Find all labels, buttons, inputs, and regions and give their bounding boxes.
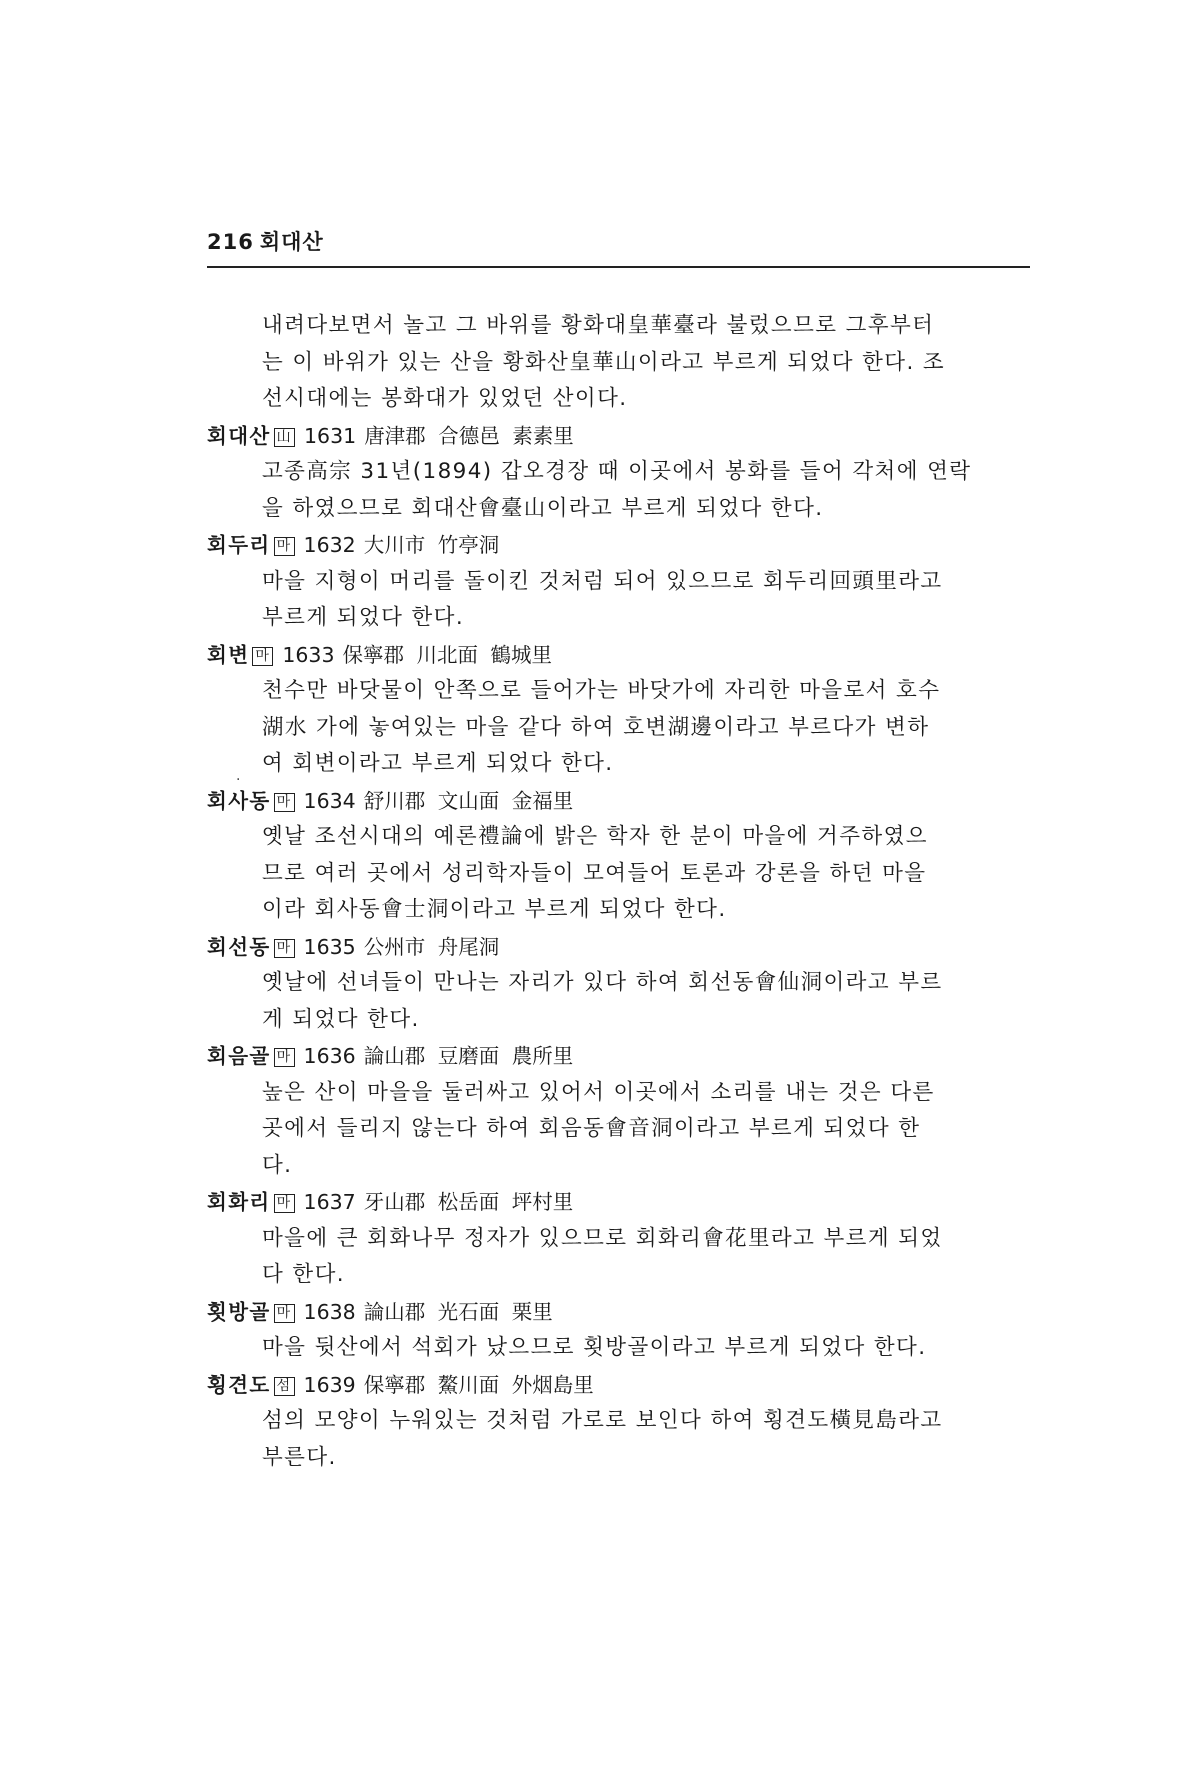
entry-name: 회변 <box>207 642 250 667</box>
running-header <box>207 226 1030 268</box>
entry-address: 保寧郡 鰲川面 外烟島里 <box>363 1372 594 1397</box>
body-text-line: 湖水 가에 놓여있는 마을 같다 하여 호변湖邊이라고 부르다가 변하 <box>262 714 930 740</box>
body-text-line: 므로 여러 곳에서 성리학자들이 모여들어 토론과 강론을 하던 마을 <box>262 860 927 886</box>
entry-heading <box>207 1038 1030 1075</box>
entry-address: 唐津郡 合德邑 素素里 <box>364 423 574 448</box>
entry-heading <box>207 418 1030 455</box>
category-tag: 마 <box>252 647 273 666</box>
entry-address: 舒川郡 文山面 金福里 <box>363 788 574 813</box>
entry-number: 1638 <box>303 1299 356 1324</box>
entry-heading <box>207 929 1030 966</box>
body-text-line: 게 되었다 한다. <box>262 1006 420 1032</box>
body-text-line: 부른다. <box>262 1444 337 1470</box>
category-tag: 섬 <box>274 1377 295 1396</box>
entry-address: 牙山郡 松岳面 坪村里 <box>363 1190 574 1214</box>
entry-number: 1637 <box>303 1190 356 1214</box>
entry-name: 횡견도 <box>207 1372 271 1397</box>
body-text-line: 내려다보면서 놀고 그 바위를 황화대皇華臺라 불렀으므로 그후부터 <box>262 313 935 338</box>
entry-name: 회사동 <box>207 788 271 813</box>
entry-address: 論山郡 豆磨面 農所里 <box>363 1044 574 1068</box>
entry-address: 保寧郡 川北面 鶴城里 <box>342 642 553 667</box>
body-text-line: 을 하였으므로 회대산會臺山이라고 부르게 되었다 한다. <box>262 495 824 521</box>
entry-heading <box>207 783 1030 820</box>
header-title: 회대산 <box>259 230 324 254</box>
body-text-line: 마을 지형이 머리를 돌이킨 것처럼 되어 있으므로 회두리回頭里라고 <box>262 568 943 594</box>
body-text-line: 선시대에는 봉화대가 있었던 산이다. <box>262 386 628 411</box>
entry-name: 회두리 <box>207 533 271 557</box>
body-text-line: 이라 회사동會士洞이라고 부르게 되었다 한다. <box>262 897 727 922</box>
header-text <box>207 226 324 256</box>
entry-name: 회음골 <box>207 1044 271 1068</box>
category-tag: 마 <box>274 1048 295 1067</box>
body-text-line: 천수만 바닷물이 안쪽으로 들어가는 바닷가에 자리한 마을로서 호수 <box>262 678 941 703</box>
category-tag: 마 <box>274 1304 295 1323</box>
category-tag: 마 <box>274 939 295 958</box>
category-tag: 마 <box>274 1194 295 1213</box>
body-text-line: 섬의 모양이 누워있는 것처럼 가로로 보인다 하여 횡견도橫見島라고 <box>262 1408 943 1433</box>
entry-address: 公州市 舟尾洞 <box>363 934 500 959</box>
entry-heading <box>207 637 1030 674</box>
entry-heading <box>207 1294 1030 1331</box>
margin-dot: · <box>236 772 241 788</box>
entry-heading <box>207 1367 1030 1404</box>
entry-address: 論山郡 光石面 栗里 <box>363 1299 553 1324</box>
category-tag: 마 <box>274 793 295 812</box>
category-tag: 마 <box>274 537 295 556</box>
body-text-line: 옛날 조선시대의 예론禮論에 밝은 학자 한 분이 마을에 거주하였으 <box>262 824 928 849</box>
body-text-line: 다 한다. <box>262 1262 345 1287</box>
page-body <box>207 308 1030 1476</box>
entry-number: 1635 <box>303 934 356 959</box>
entry-name: 회선동 <box>207 934 271 959</box>
entry-name: 회화리 <box>207 1190 271 1214</box>
body-text-line: 옛날에 선녀들이 만나는 자리가 있다 하여 회선동會仙洞이라고 부르 <box>262 970 943 995</box>
entry-number: 1633 <box>282 642 335 667</box>
body-text-line: 부르게 되었다 한다. <box>262 605 465 630</box>
body-text-line: 높은 산이 마을을 둘러싸고 있어서 이곳에서 소리를 내는 것은 다른 <box>262 1079 935 1105</box>
body-text-line: 곳에서 들리지 않는다 하여 회음동會音洞이라고 부르게 되었다 한 <box>262 1116 921 1141</box>
entry-heading <box>207 1184 1030 1221</box>
entry-name: 횟방골 <box>207 1299 271 1324</box>
page-number: 216 <box>207 230 254 254</box>
body-text-line: 는 이 바위가 있는 산을 황화산皇華山이라고 부르게 되었다 한다. 조 <box>262 349 946 375</box>
entry-number: 1636 <box>303 1044 356 1068</box>
body-text-line: 고종高宗 31년(1894) 갑오경장 때 이곳에서 봉화를 들어 각처에 연락 <box>262 459 972 484</box>
body-text-line: 여 회변이라고 부르게 되었다 한다. <box>262 751 614 776</box>
body-text-line: 다. <box>262 1152 293 1178</box>
entry-heading <box>207 527 1030 564</box>
entry-number: 1632 <box>303 533 356 557</box>
body-text-line: 마을에 큰 회화나무 정자가 있으므로 회화리會花里라고 부르게 되었 <box>262 1225 943 1251</box>
entry-number: 1631 <box>304 423 357 448</box>
entry-address: 大川市 竹亭洞 <box>363 533 500 557</box>
entry-number: 1634 <box>303 788 356 813</box>
category-tag: 山 <box>274 428 295 447</box>
body-text-line: 마을 뒷산에서 석회가 났으므로 횟방골이라고 부르게 되었다 한다. <box>262 1335 927 1360</box>
entry-number: 1639 <box>303 1372 356 1397</box>
entry-name: 회대산 <box>207 423 271 448</box>
